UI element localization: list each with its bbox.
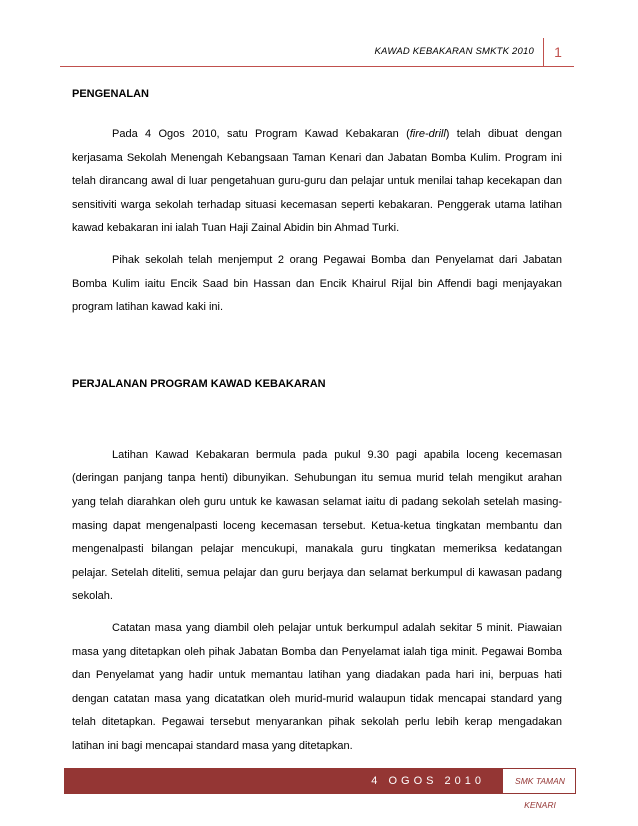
- paragraph-intro-italic: fire-drill: [409, 128, 446, 140]
- page-header: [60, 38, 574, 67]
- page-number: 1: [543, 38, 572, 66]
- section-heading-perjalanan: PERJALANAN PROGRAM KAWAD KEBAKARAN: [72, 377, 326, 390]
- header-title: KAWAD KEBAKARAN SMKTK 2010: [374, 46, 534, 57]
- footer-school: SMK TAMAN KENARI: [515, 776, 565, 810]
- paragraph-drill-start: Latihan Kawad Kebakaran bermula pada pukul 9.30 pagi apabila loceng kecemasan (deringan panjang tanpa henti) dibunyikan. Sehubungan itu semua murid telah mengikut arahan yang telah diarahkan oleh guru untuk ke kawasan selamat iaitu di padang sekolah setelah masing-masing dapat mengenalpasti loceng kecemasan tersebut. Ketua-ketua tingkatan membantu dan mengenalpasti bilangan pelajar mencukupi, manakala guru tingkatan memeriksa kedatangan pelajar. Setelah diteliti, semua pelajar dan guru berjaya dan selamat berkumpul di kawasan padang sekolah.: [72, 448, 562, 603]
- paragraph-intro-end: ) telah dibuat dengan kerjasama Sekolah Menengah Kebangsaan Taman Kenari dan Jabatan Bomba Kulim. Program ini telah dirancang awal di luar pengetahuan guru-guru dan pelajar untuk menilai tahap kecekapan dan sensitiviti warga sekolah terhadap situasi kecemasan seperti kebakaran. Penggerak utama latihan kawad kebakaran ini ialah Tuan Haji Zainal Abidin bin Ahmad Turki.: [72, 128, 562, 235]
- section-heading-pengenalan: PENGENALAN: [72, 88, 150, 100]
- page-footer: [64, 768, 576, 810]
- paragraph-intro-start: Pada 4 Ogos 2010, satu Program Kawad Kebakaran (: [112, 128, 410, 140]
- paragraph-intro: [72, 123, 562, 241]
- footer-date: 4 OGOS 2010: [65, 769, 503, 793]
- paragraph-invitation: Pihak sekolah telah menjemput 2 orang Pegawai Bomba dan Penyelamat dari Jabatan Bomba Kulim iaitu Encik Saad bin Hassan dan Encik Khairul Rijal bin Affendi bagi menjayakan program latihan kawad kaki ini.: [72, 253, 562, 314]
- document-body: [72, 70, 562, 758]
- paragraph-timing: Catatan masa yang diambil oleh pelajar untuk berkumpul adalah sekitar 5 minit. Piawaian masa yang ditetapkan oleh pihak Jabatan Bomba dan Penyelamat ialah tiga minit. Pegawai Bomba dan Penyelamat yang hadir untuk memantau latihan yang diadakan pada hari ini, berpuas hati dengan catatan masa yang dicatatkan oleh murid-murid walaupun tidak mencapai standard yang telah ditetapkan. Pegawai tersebut menyarankan pihak sekolah perlu lebih kerap mengadakan latihan ini bagi mencapai standard masa yang ditetapkan.: [72, 621, 562, 752]
